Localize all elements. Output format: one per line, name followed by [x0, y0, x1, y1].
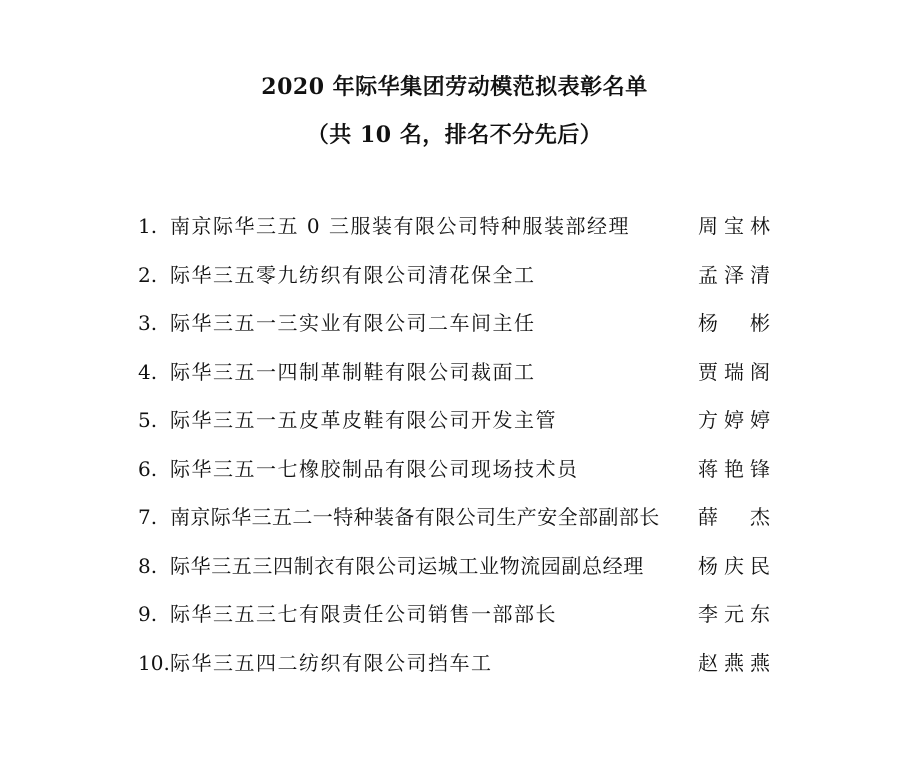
- document-subtitle: （共 10 名，排名不分先后）: [306, 122, 603, 148]
- item-description: 际华三五一四制革制鞋有限公司裁面工: [170, 359, 536, 384]
- item-description: 际华三五一三实业有限公司二车间主任: [170, 311, 536, 335]
- honoree-list: [138, 206, 778, 691]
- item-number: 5.: [138, 408, 158, 432]
- list-item: [138, 255, 778, 304]
- item-number: 9.: [138, 602, 158, 626]
- item-description: 际华三五零九纺织有限公司清花保全工: [170, 262, 536, 287]
- item-name: 孟泽清: [698, 262, 770, 287]
- item-number: 6.: [138, 456, 158, 481]
- item-description: 际华三五三七有限责任公司销售一部部长: [170, 602, 557, 626]
- list-item: [138, 643, 778, 692]
- list-item: [138, 594, 778, 643]
- item-name: 蒋艳锋: [698, 456, 770, 481]
- document-title: 2020 年际华集团劳动模范拟表彰名单: [261, 74, 648, 100]
- item-name: 贾瑞阁: [698, 359, 770, 384]
- item-description: 南京际华三五二一特种装备有限公司生产安全部副部长: [170, 505, 660, 529]
- item-name: 赵燕燕: [698, 650, 770, 675]
- list-item: [138, 206, 778, 255]
- item-name: 周宝林: [698, 214, 770, 238]
- item-name: 李元东: [698, 602, 770, 626]
- item-number: 10.: [138, 650, 170, 675]
- list-item: [138, 546, 778, 595]
- item-number: 2.: [138, 262, 158, 287]
- item-name: 杨 彬: [698, 311, 770, 335]
- item-name: 方婷婷: [698, 408, 770, 432]
- item-number: 1.: [138, 214, 158, 238]
- list-item: [138, 449, 778, 498]
- item-number: 4.: [138, 359, 158, 384]
- item-description: 际华三五四二纺织有限公司挡车工: [170, 650, 493, 675]
- item-name: 薛 杰: [698, 505, 770, 529]
- item-description: 际华三五一七橡胶制品有限公司现场技术员: [170, 456, 579, 481]
- item-name: 杨庆民: [698, 553, 770, 578]
- list-item: [138, 352, 778, 401]
- item-number: 8.: [138, 553, 158, 578]
- item-number: 7.: [138, 505, 158, 529]
- list-item: [138, 400, 778, 449]
- item-description: 南京际华三五 0 三服装有限公司特种服装部经理: [170, 214, 630, 238]
- list-item: [138, 497, 778, 546]
- item-description: 际华三五三四制衣有限公司运城工业物流园副总经理: [170, 553, 644, 578]
- item-number: 3.: [138, 311, 158, 335]
- item-description: 际华三五一五皮革皮鞋有限公司开发主管: [170, 408, 557, 432]
- list-item: [138, 303, 778, 352]
